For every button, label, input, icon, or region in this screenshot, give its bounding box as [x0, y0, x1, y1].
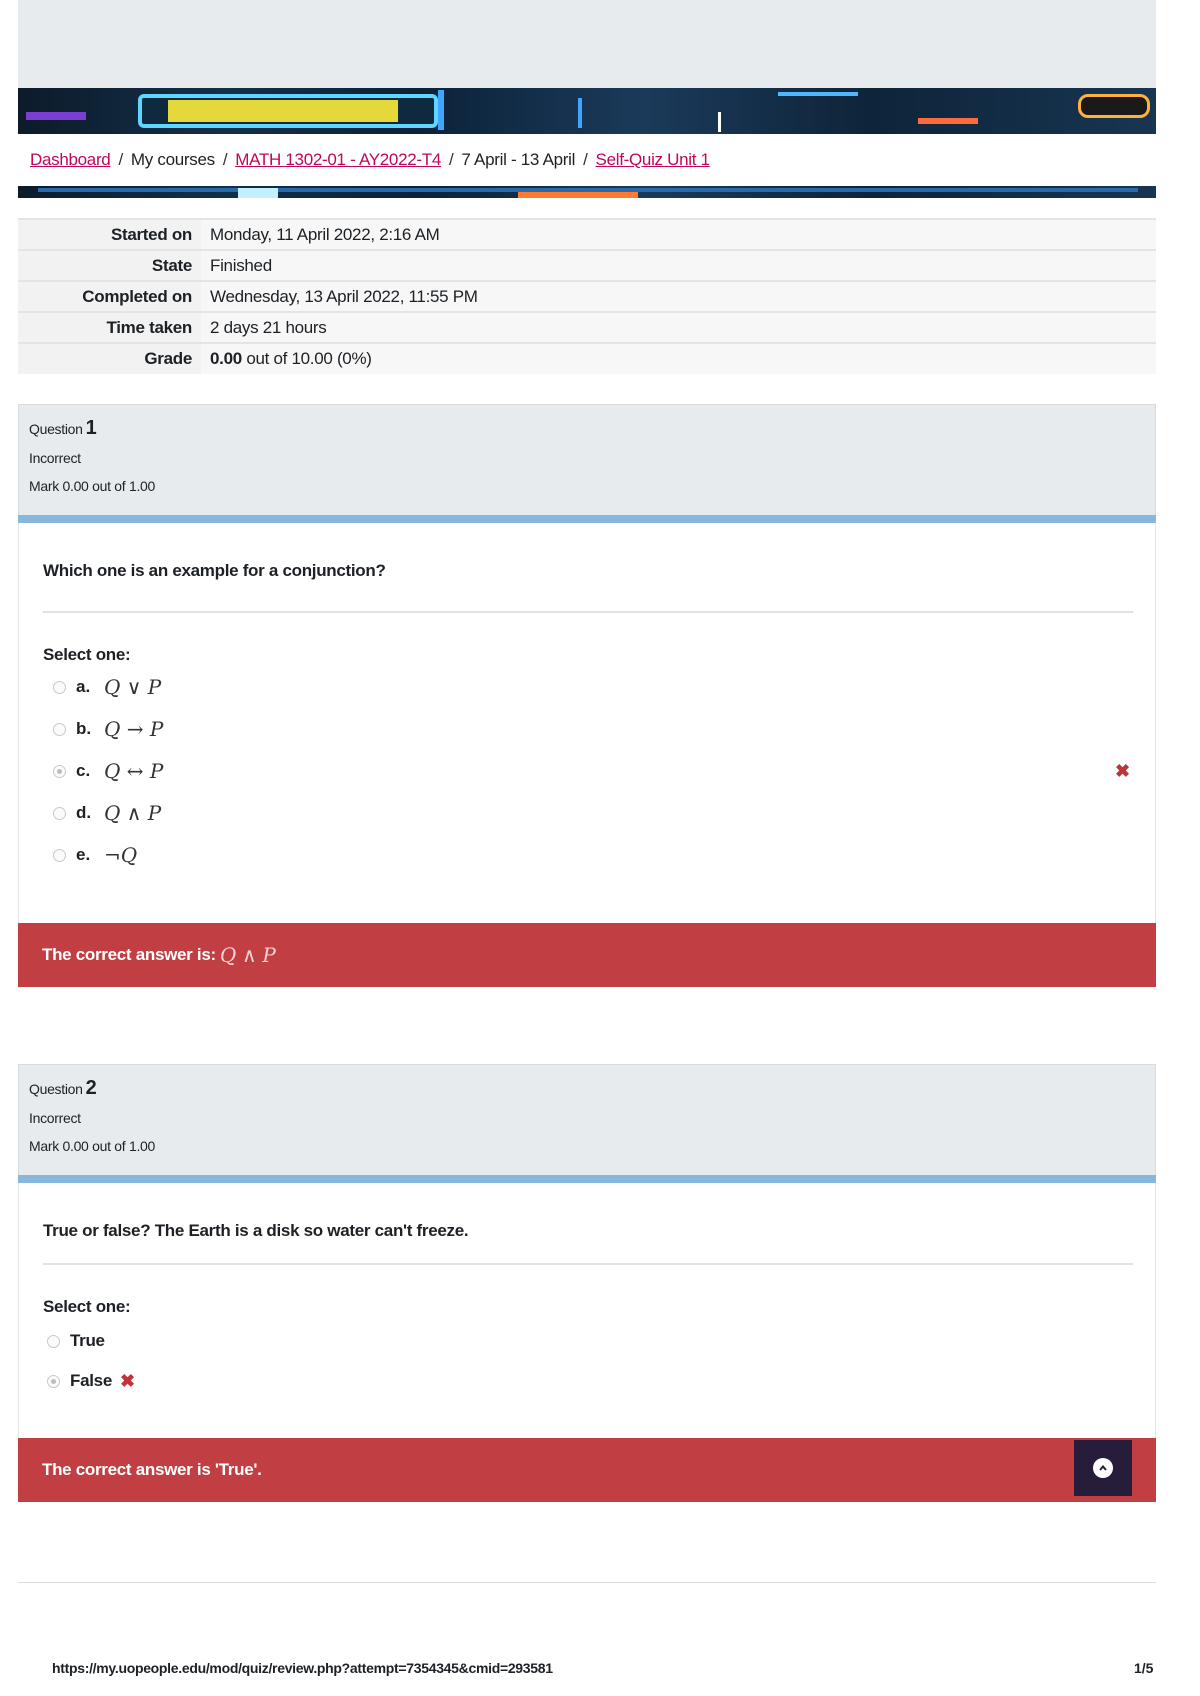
- page-top-band: [18, 0, 1156, 88]
- question-text: True or false? The Earth is a disk so water can't freeze.: [43, 1221, 469, 1240]
- print-footer-url: https://my.uopeople.edu/mod/quiz/review.php?attempt=7354345&cmid=293581: [52, 1660, 553, 1676]
- summary-value: Wednesday, 13 April 2022, 11:55 PM: [201, 281, 1156, 312]
- summary-label: Completed on: [18, 281, 201, 312]
- radio-button[interactable]: [53, 723, 66, 736]
- select-one-prompt: Select one:: [43, 1297, 131, 1316]
- answer-option-true[interactable]: [47, 1329, 105, 1353]
- question-state: Incorrect: [29, 1110, 81, 1126]
- feedback-formula: Q ∧ P: [219, 943, 276, 967]
- radio-button[interactable]: [53, 849, 66, 862]
- summary-row-state: [18, 250, 1156, 281]
- radio-button-selected[interactable]: [47, 1375, 60, 1388]
- answer-option-false[interactable]: [47, 1369, 135, 1393]
- summary-value: Monday, 11 April 2022, 2:16 AM: [201, 219, 1156, 250]
- summary-label: State: [18, 250, 201, 281]
- summary-row-started: [18, 219, 1156, 250]
- footer-divider: [18, 1582, 1156, 1583]
- incorrect-icon: ✖: [1115, 761, 1131, 781]
- question-text: Which one is an example for a conjunction?: [43, 561, 386, 580]
- answer-option-a[interactable]: [53, 675, 161, 699]
- breadcrumb-my-courses: My courses: [130, 150, 215, 169]
- option-letter: c.: [76, 761, 91, 780]
- summary-value: Finished: [201, 250, 1156, 281]
- summary-row-time-taken: [18, 312, 1156, 343]
- question-divider: [43, 611, 1133, 613]
- question-2-content: [18, 1183, 1156, 1438]
- summary-label: Started on: [18, 219, 201, 250]
- option-label: False: [70, 1371, 112, 1390]
- option-letter: b.: [76, 719, 92, 738]
- question-number: Question 2: [29, 1077, 97, 1099]
- answer-option-c[interactable]: [53, 759, 163, 783]
- select-one-prompt: Select one:: [43, 645, 131, 664]
- radio-button[interactable]: [53, 807, 66, 820]
- breadcrumb-course-link[interactable]: MATH 1302-01 - AY2022-T4: [235, 150, 441, 169]
- summary-value: 2 days 21 hours: [201, 312, 1156, 343]
- option-formula: ¬Q: [104, 843, 138, 867]
- option-formula: Q ∧ P: [104, 801, 162, 825]
- option-formula: Q ↔ P: [104, 759, 164, 783]
- summary-row-grade: [18, 343, 1156, 374]
- correct-answer-feedback: [18, 923, 1156, 987]
- summary-value: [201, 343, 1156, 374]
- summary-label: Grade: [18, 343, 201, 374]
- question-accent-bar: [18, 1175, 1156, 1183]
- question-1-content: [18, 523, 1156, 923]
- answer-option-b[interactable]: [53, 717, 163, 741]
- option-formula: Q ∨ P: [104, 675, 162, 699]
- question-1-info: [18, 404, 1156, 520]
- print-footer-page-number: 1/5: [1134, 1660, 1154, 1676]
- feedback-text: The correct answer is:: [42, 945, 216, 964]
- breadcrumb-week: 7 April - 13 April: [461, 150, 576, 169]
- breadcrumb-quiz-link[interactable]: Self-Quiz Unit 1: [595, 150, 710, 169]
- question-mark: Mark 0.00 out of 1.00: [29, 478, 156, 494]
- incorrect-icon: ✖: [119, 1370, 136, 1391]
- grade-outof: out of 10.00 (0%): [246, 349, 372, 368]
- answer-option-e[interactable]: [53, 843, 137, 867]
- question-divider: [43, 1263, 1133, 1265]
- summary-row-completed: [18, 281, 1156, 312]
- breadcrumb-dashboard-link[interactable]: Dashboard: [30, 150, 111, 169]
- breadcrumb-separator: /: [118, 150, 123, 169]
- breadcrumb-separator: /: [583, 150, 588, 169]
- question-accent-bar: [18, 515, 1156, 523]
- feedback-text: The correct answer is 'True'.: [42, 1460, 262, 1479]
- radio-button-selected[interactable]: [53, 765, 66, 778]
- radio-button[interactable]: [53, 681, 66, 694]
- question-2-info: [18, 1064, 1156, 1180]
- scroll-to-top-button[interactable]: [1074, 1440, 1132, 1496]
- chevron-up-icon: [1093, 1458, 1113, 1478]
- answer-option-d[interactable]: [53, 801, 161, 825]
- quiz-summary-table: [18, 218, 1156, 374]
- option-label: True: [70, 1331, 105, 1350]
- breadcrumb: [18, 134, 1156, 186]
- correct-answer-feedback: [18, 1438, 1156, 1502]
- summary-label: Time taken: [18, 312, 201, 343]
- option-formula: Q → P: [104, 717, 164, 741]
- option-letter: a.: [76, 677, 91, 696]
- option-letter: d.: [76, 803, 92, 822]
- question-number: Question 1: [29, 417, 97, 439]
- breadcrumb-separator: /: [448, 150, 454, 169]
- question-state: Incorrect: [29, 450, 81, 466]
- option-letter: e.: [76, 845, 91, 864]
- grade-score: 0.00: [210, 349, 242, 368]
- question-mark: Mark 0.00 out of 1.00: [29, 1138, 156, 1154]
- radio-button[interactable]: [47, 1335, 60, 1348]
- breadcrumb-separator: /: [222, 150, 228, 169]
